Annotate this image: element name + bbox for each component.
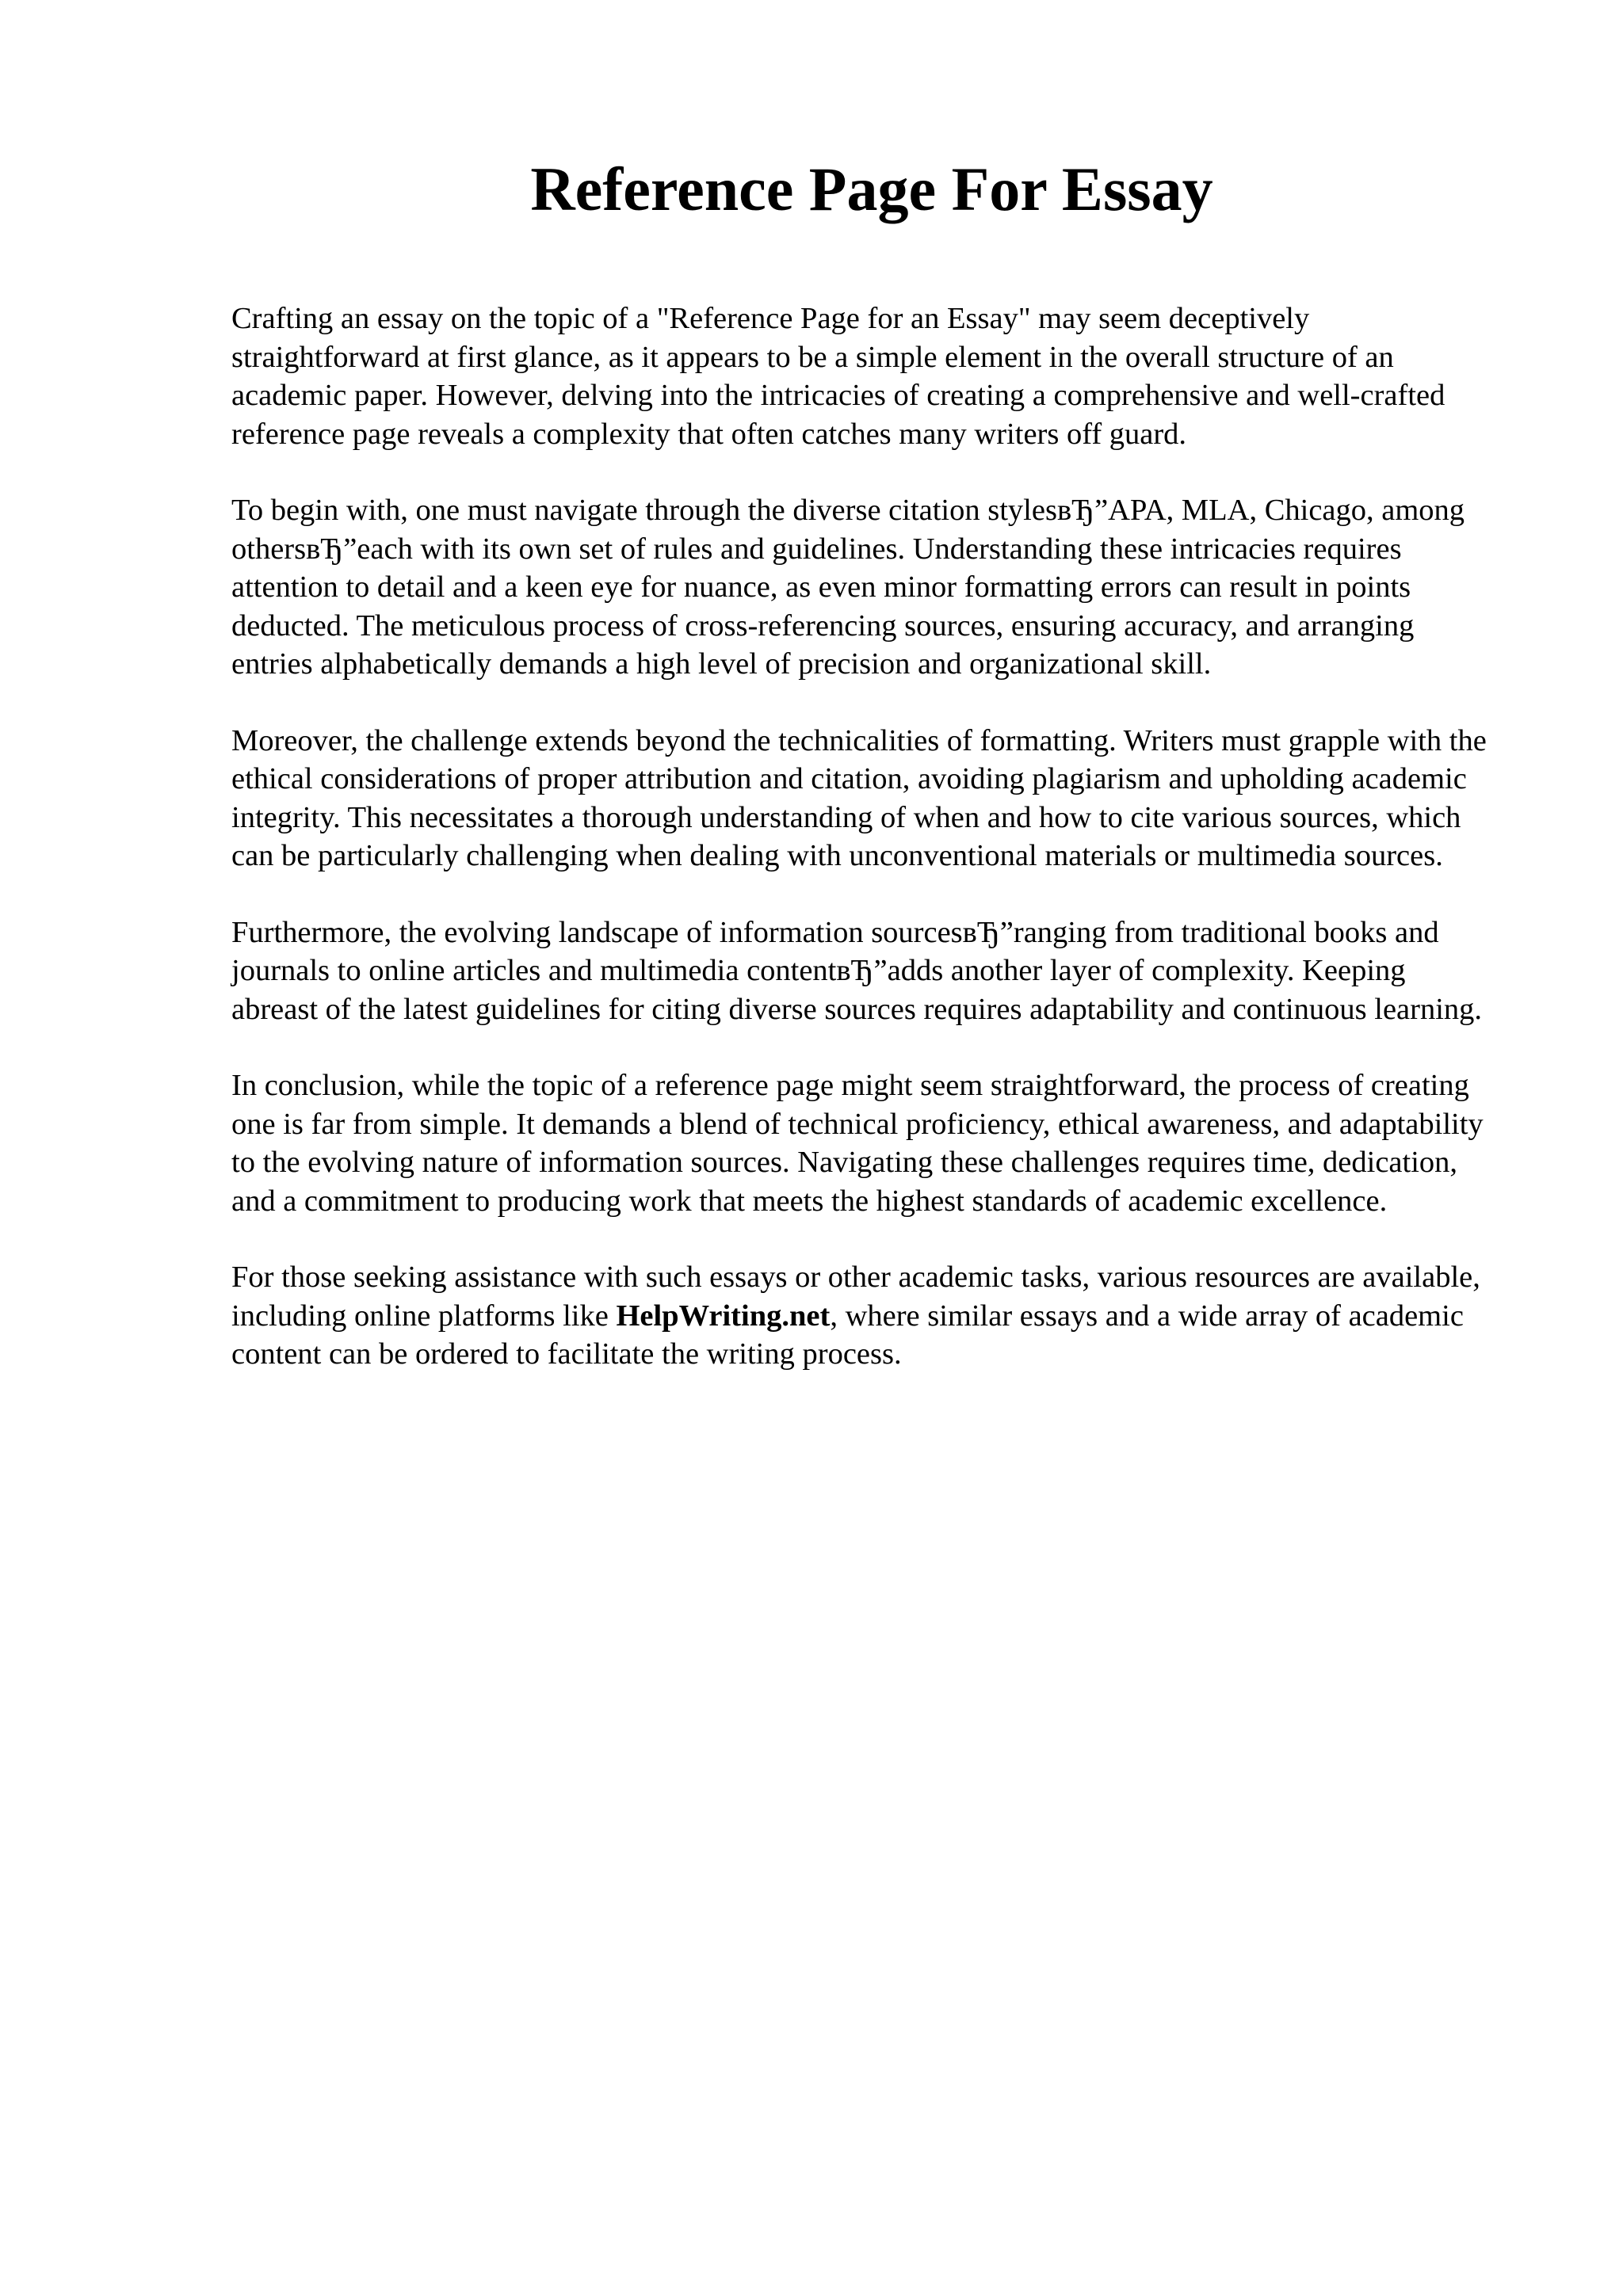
- paragraph-6: [231, 1258, 1499, 1374]
- paragraph-5: In conclusion, while the topic of a reference page might seem straightforward, the process of creating one is far from simple. It demands a blend of technical proficiency, ethical awareness, and adaptability to the evolving nature of information sources. Navigating these challenges requires time, dedication, and a commitment to producing work that meets the highest standards of academic excellence.: [231, 1069, 1484, 1218]
- closing-text-end: , where similar essays and a wide array of academic content can be ordered to facilitate the writing process.: [231, 1299, 1464, 1371]
- paragraph-1: Crafting an essay on the topic of a "Reference Page for an Essay" may seem deceptively straightforward at first glance, as it appears to be a simple element in the overall structure of an academic paper. However, delving into the intricacies of creating a comprehensive and well-crafted reference page reveals a complexity that often catches many writers off guard.: [231, 302, 1445, 451]
- closing-text-start: For those seeking assistance with such essays or other academic tasks, various resources are available, including online platforms like: [231, 1261, 1480, 1333]
- essay-body: [231, 299, 1499, 1412]
- helpwriting-link-text: HelpWriting.net: [616, 1299, 831, 1333]
- paragraph-4: Furthermore, the evolving landscape of information sourcesвЂ”ranging from traditional books and journals to online articles and multimedia contentвЂ”adds another layer of complexity. Keeping abreast of the latest guidelines for citing diverse sources requires adaptability and continuous learning.: [231, 915, 1483, 1026]
- page-title: Reference Page For Essay: [530, 154, 1213, 223]
- paragraph-2: To begin with, one must navigate through the diverse citation stylesвЂ”APA, MLA, Chicago, among othersвЂ”each with its own set of rules and guidelines. Understanding these intricacies requires attention to detail and a keen eye for nuance, as even minor formatting errors can result in points deducted. The meticulous process of cross-referencing sources, ensuring accuracy, and arranging entries alphabetically demands a high level of precision and organizational skill.: [231, 494, 1465, 681]
- paragraph-3: Moreover, the challenge extends beyond the technicalities of formatting. Writers must grapple with the ethical considerations of proper attribution and citation, avoiding plagiarism and upholding academic integrity. This necessitates a thorough understanding of when and how to cite various sources, which can be particularly challenging when dealing with unconventional materials or multimedia sources.: [231, 723, 1487, 872]
